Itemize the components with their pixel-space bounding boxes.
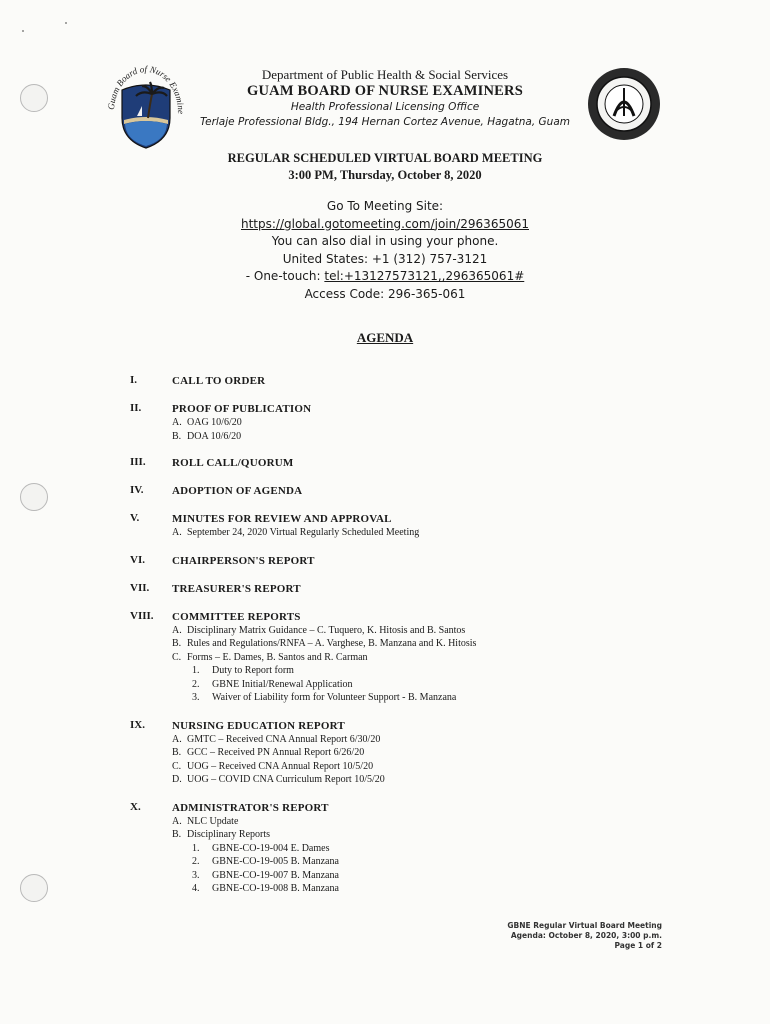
agenda-subitem [172,526,770,540]
agenda-subitem-letter: B. [172,747,182,758]
agenda-item [0,512,770,540]
scan-speck [22,30,24,32]
agenda-subitem-text: DOA 10/6/20 [187,430,242,442]
agenda-subsubitem-number: 1. [192,665,200,676]
svg-text:Guam Board of Nurse Examiners: Guam Board of Nurse Examine [105,63,187,114]
agenda-subsubitem [192,678,770,692]
agenda-title: AGENDA [356,330,414,345]
agenda-item-title: ADMINISTRATOR'S REPORT [172,801,329,814]
agenda-item-title: ROLL CALL/QUORUM [172,457,294,469]
agenda-subitem-text: OAG 10/6/20 [187,417,242,428]
agenda-subitem-letter: B. [172,829,182,840]
agenda-subitem-text: GCC – Received PN Annual Report 6/26/20 [187,747,365,758]
agenda-subsubitem [192,869,770,883]
agenda-subsubitem [192,691,770,705]
agenda-subitem-letter: D. [172,774,182,785]
agenda-subitem-text: Disciplinary Reports [187,829,271,840]
agenda-item [0,374,770,388]
gotomeeting-info [150,198,620,303]
letterhead [190,67,580,130]
agenda-subitem-letter: A. [172,815,182,827]
agenda-item [0,484,770,498]
agenda-item [0,554,770,568]
agenda-item-title: CALL TO ORDER [172,375,266,387]
agenda-subsubitem-text: Waiver of Liability form for Volunteer Support - B. Manzana [212,692,457,703]
agenda-subitem [172,733,770,747]
agenda-subitem-text: Rules and Regulations/RNFA – A. Varghese, B. Manzana and K. Hitosis [187,638,477,649]
agenda-subitem-text: GMTC – Received CNA Annual Report 6/30/20 [187,733,381,745]
agenda-item-number: I. [130,374,138,386]
meeting-url-link[interactable]: https://global.gotomeeting.com/join/296365061 [240,216,529,231]
agenda-subitem-letter: A. [172,527,182,538]
agenda-subsubitem-text: GBNE Initial/Renewal Application [212,678,353,690]
agenda-item [0,610,770,705]
agenda-item-number: II. [130,402,142,414]
agenda-item-title: NURSING EDUCATION REPORT [172,719,345,732]
punch-hole [20,84,48,112]
one-touch-line [150,268,620,286]
agenda-subitem [172,416,770,430]
agenda-item-title: ADOPTION OF AGENDA [172,485,303,497]
access-code: Access Code: 296-365-061 [304,286,466,301]
agenda-subitem-text: Disciplinary Matrix Guidance – C. Tuquero, K. Hitosis and B. Santos [187,624,466,636]
office-address: Terlaje Professional Bldg., 194 Hernan Cortez Avenue, Hagatna, Guam [200,116,570,128]
agenda-subitem-letter: C. [172,760,182,772]
footer-line-1: GBNE Regular Virtual Board Meeting [507,921,662,930]
board-seal-logo [104,54,188,150]
agenda-subsubitem-number: 3. [192,869,200,881]
agenda-subsubitem-number: 3. [192,692,200,703]
agenda-subsubitem [192,855,770,869]
agenda-subsubitem-text: GBNE-CO-19-008 B. Manzana [212,883,339,894]
agenda-subitem [172,430,770,444]
agenda-subsubitem-text: GBNE-CO-19-005 B. Manzana [212,856,339,867]
dial-in-text: You can also dial in using your phone. [271,234,499,248]
agenda-subitem [172,637,770,651]
agenda-subitem-letter: B. [172,430,182,442]
footer-page-number: Page 1 of 2 [614,941,662,950]
scan-speck [65,22,67,24]
agenda-subsubitem-number: 4. [192,883,200,894]
footer-line-2: Agenda: October 8, 2020, 3:00 p.m. [510,931,662,940]
department-name: Department of Public Health & Social Services [261,67,509,82]
one-touch-label: - One-touch: [245,269,325,283]
agenda-item-number: IV. [130,484,144,496]
agenda-item [0,719,770,787]
agenda-subitem-text: UOG – COVID CNA Curriculum Report 10/5/20 [187,774,385,785]
agenda-item-title: CHAIRPERSON'S REPORT [172,554,315,567]
us-phone-number: United States: +1 (312) 757-3121 [282,251,488,266]
agenda-item-number: IX. [130,718,145,731]
goto-heading: Go To Meeting Site: [326,199,444,213]
agenda-subitem [172,746,770,760]
guam-seal-logo [586,66,662,142]
agenda-subitem [172,828,770,842]
meeting-title: REGULAR SCHEDULED VIRTUAL BOARD MEETING [227,151,543,165]
agenda-subitem-text: Forms – E. Dames, B. Santos and R. Carman [187,651,368,663]
one-touch-link[interactable]: tel:+13127573121,,296365061# [324,269,525,283]
agenda-subitem-letter: A. [172,417,182,428]
agenda-subsubitem-text: Duty to Report form [212,665,294,676]
agenda-subitem-text: September 24, 2020 Virtual Regularly Scheduled Meeting [187,527,420,538]
agenda-subsubitem [192,882,770,896]
agenda-list [0,374,770,896]
agenda-item-title: MINUTES FOR REVIEW AND APPROVAL [172,513,392,525]
agenda-subsubitem-text: GBNE-CO-19-004 E. Dames [212,842,330,854]
agenda-subitem-text: UOG – Received CNA Annual Report 10/5/20 [187,760,374,772]
agenda-item-number: VI. [130,553,145,566]
agenda-item-number: VIII. [130,609,154,622]
agenda-item [0,801,770,896]
agenda-subitem-letter: B. [172,638,182,649]
agenda-item-number: VII. [130,581,150,594]
agenda-item [0,582,770,596]
agenda-item [0,402,770,443]
agenda-subsubitem [192,664,770,678]
agenda-subitem-letter: A. [172,624,182,636]
agenda-item-title: COMMITTEE REPORTS [172,610,301,623]
agenda-subsubitem-number: 2. [192,678,200,690]
agenda-item-title: TREASURER'S REPORT [172,582,301,595]
agenda-item-title: PROOF OF PUBLICATION [172,403,312,415]
agenda-item-number: III. [130,456,146,468]
agenda-subitem [172,651,770,665]
meeting-datetime: 3:00 PM, Thursday, October 8, 2020 [288,168,482,182]
agenda-subitem [172,760,770,774]
agenda-subsubitem [192,842,770,856]
meeting-heading [150,150,620,184]
agenda-subsubitem-number: 2. [192,856,200,867]
board-name: GUAM BOARD OF NURSE EXAMINERS [247,83,523,99]
page-footer [507,921,662,951]
agenda-subitem [172,773,770,787]
agenda-subitem [172,815,770,829]
agenda-subitem-text: NLC Update [187,815,239,827]
agenda-subitem [172,624,770,638]
agenda-subitem-letter: C. [172,651,182,663]
agenda-subitem-letter: A. [172,733,182,745]
agenda-subsubitem-text: GBNE-CO-19-007 B. Manzana [212,869,339,881]
agenda-item [0,456,770,470]
agenda-item-number: X. [130,800,141,813]
agenda-item-number: V. [130,512,140,524]
agenda-subsubitem-number: 1. [192,842,200,854]
office-name: Health Professional Licensing Office [290,101,480,113]
